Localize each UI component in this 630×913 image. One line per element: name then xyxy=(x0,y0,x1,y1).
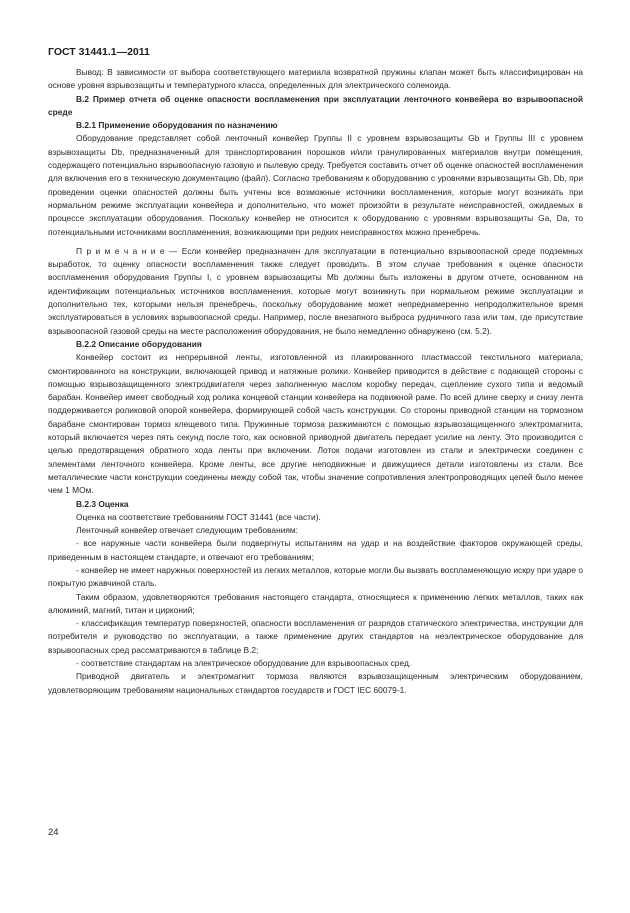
subsection-heading-b22: В.2.2 Описание оборудования xyxy=(76,338,202,349)
paragraph-assessment: Оценка на соответствие требованиям ГОСТ 31441 (все части). xyxy=(76,511,321,522)
page-number: 24 xyxy=(48,827,59,838)
paragraph-drive-motor: Приводной двигатель и электромагнит тормоза являются взрывозащищенным электрическим оборудованием, удовлетворяющим требованиям национальных стандартов государств и ГОСТ IEC 60079-1. xyxy=(48,671,583,695)
list-item-electrical-standards: - соответствие стандартам на электрическое оборудование для взрывоопасных сред. xyxy=(76,658,412,669)
paragraph-requirements: Ленточный конвейер отвечает следующим требованиям: xyxy=(76,525,298,536)
list-item-light-metals: - конвейер не имеет наружных поверхностей из легких металлов, которые могли бы вызвать воспламеняющую искру при ударе о покрытую ржавчиной сталь. xyxy=(48,564,583,589)
page-header: ГОСТ 31441.1—2011 xyxy=(48,46,150,58)
paragraph-description: Конвейер состоит из непрерывной ленты, изготовленной из плакированного пластмассой текстильного материала, смонтированного на конструкции, включающей привод и натяжные ролики. Конвейер приводится в действие с подающей стороны с помощью взрывозащищенного электродвигателя через заполненную маслом коробку передач, сцепление сухого типа и ведомый барабан. Конвейер имеет свободный ход ролика концевой станции конвейера на подвижной раме. По всей длине сверху и снизу лента поддерживается роликовой опорой конвейера, формирующей собой часть конструкции. Со стороны приводной станции на тормозном барабане смонтирован тормоз клещевого типа. Пружинные тормоза разжимаются с помощью взрывозащищенного электромагнита, который включается через пять секунд после того, как основной приводной двигатель передает усилие на ленту. Это производится с целью предотвращения обратного хода ленты при включении. Лоток подачи изготовлен из стали и электрически соединен с элементами ленточного конвейера. Кроме ленты, все другие неподвижные и движущиеся детали изготовлены из стали. Все металлические части конструкции соединены между собой так, чтобы значение сопротивления электропроводящих цепей было менее чем 1 МОм. xyxy=(48,352,583,496)
list-item-impact-tests: - все наружные части конвейера были подвергнуты испытаниям на удар и на воздействие факторов окружающей среды, приведенным в настоящем стандарте, и отвечают его требованиям; xyxy=(48,538,583,562)
paragraph-light-metals-summary: Таким образом, удовлетворяются требования настоящего стандарта, относящиеся к применению легких металлов, таких как алюминий, магний, титан и цирконий; xyxy=(48,591,583,615)
section-heading-b2: В.2 Пример отчета об оценке опасности воспламенения при эксплуатации ленточного конвейера во взрывоопасной среде xyxy=(48,93,583,117)
subsection-heading-b23: В.2.3 Оценка xyxy=(76,498,129,509)
list-item-temperature-classification: - классификация температур поверхностей, опасности воспламенения от разрядов статического электричества, инструкции для потребителя и руководство по эксплуатации, а также применение других стандартов на неэлектрическое оборудование для взрывоопасных сред рассматриваются в таблице В.2; xyxy=(48,618,583,655)
document-body xyxy=(48,66,583,697)
note-paragraph: П р и м е ч а н и е — Если конвейер предназначен для эксплуатации в потенциально взрывоопасной среде подземных выработок, то оценку опасности воспламенения также следует проводить. В этом случае требования к оценке опасности воспламенения оборудования Группы I, с уровнем взрывозащиты Mb должны быть изложены в другом отчете, основанном на идентификации потенциальных источников воспламенения, которые могут возникнуть при нормальном режиме эксплуатации и дополнительно тех, которыми нельзя пренебречь, поскольку оборудование может непреднамеренно непродолжительное время эксплуатироваться в условиях взрывоопасной среды. Например, после внезапного выброса рудничного газа или там, где присутствие взрывоопасной газовой среды на месте расположения оборудования, не было немедленно обнаружено (см. 5.2). xyxy=(48,245,583,336)
paragraph-conclusion: Вывод: В зависимости от выбора соответствующего материала возвратной пружины клапан может быть классифицирован на основе уровня взрывозащиты и температурного класса, определенных для электрического соленоида. xyxy=(48,67,583,91)
subsection-heading-b21: В.2.1 Применение оборудования по назначению xyxy=(76,120,278,131)
paragraph-purpose: Оборудование представляет собой ленточный конвейер Группы II с уровнем взрывозащиты Gb и Группы III с уровнем взрывозащиты Db, предназначенный для транспортирования порошков и/или гранулированных материалов внутри помещения, содержащего потенциально взрывоопасную газовую и пылевую среду. Требуется составить отчет об оценке опасностей воспламенения для включения его в техническую документацию (файл). Согласно требованиям к оборудованию с уровнями взрывозащиты Gb, Db, при проведении оценки опасностей должны быть учтены все возможные источники воспламенения, которые могут возникать при нормальном режиме эксплуатации конвейера и дополнительно, что может произойти в результате неисправностей, ожидаемых в процессе эксплуатации оборудования. Поскольку конвейер не относится к оборудованию с уровнями взрывозащиты Ga, Da, то потенциальными источниками воспламенения, возникающими при редких неисправностях можно пренебречь. xyxy=(48,133,583,237)
